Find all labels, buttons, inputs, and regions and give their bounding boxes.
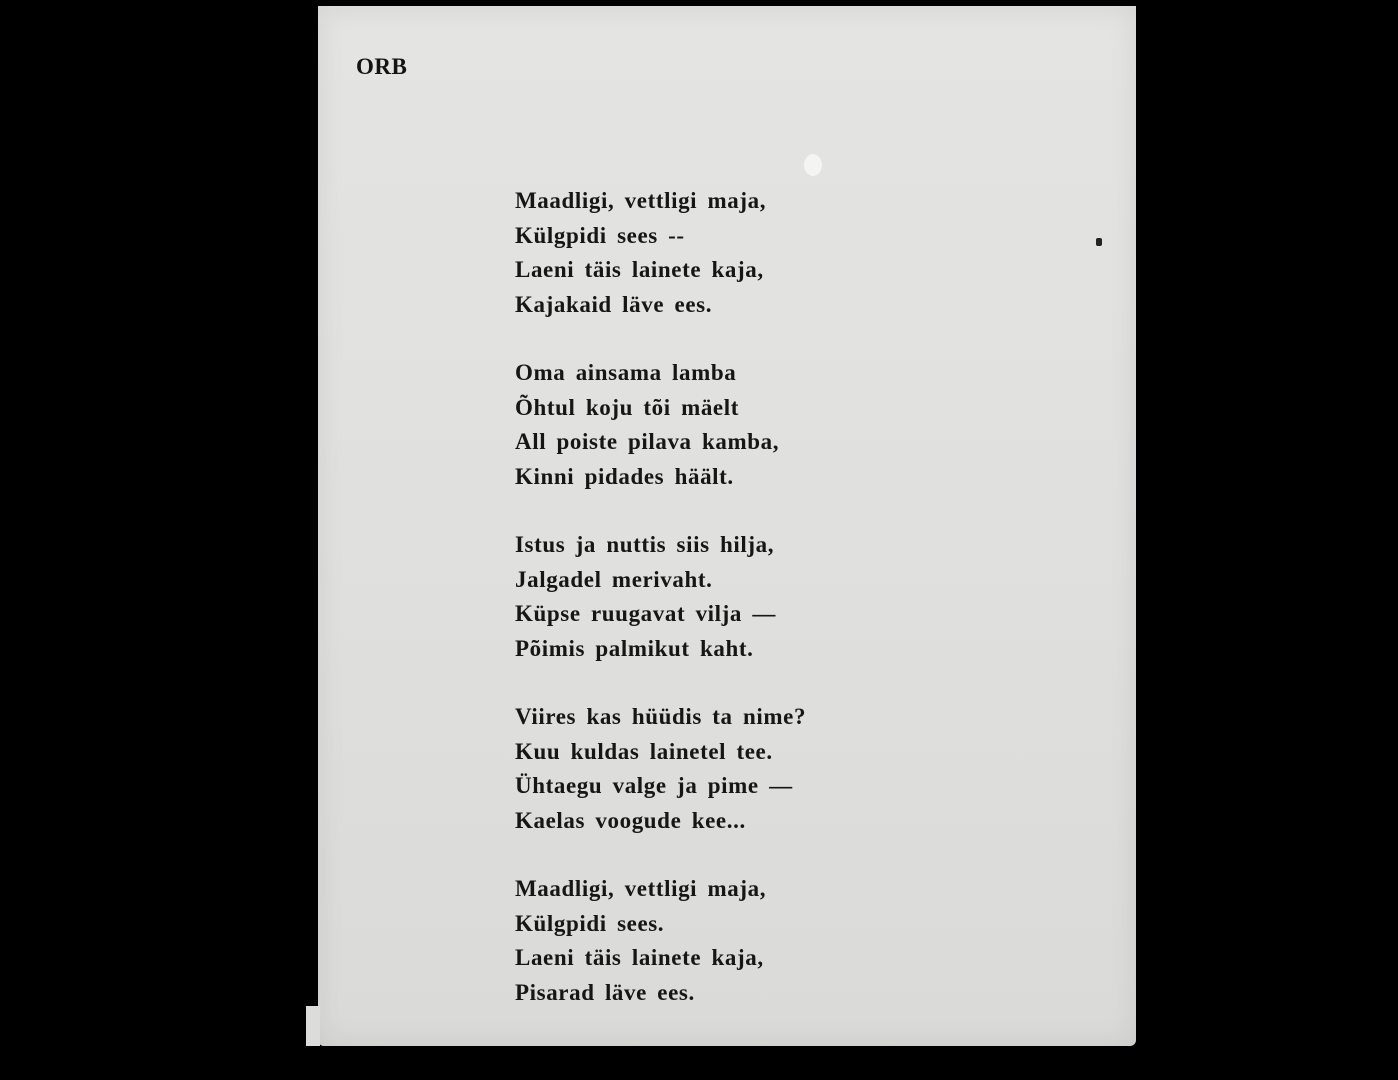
poem-line: Külgpidi sees. [515, 910, 665, 936]
poem-line: Külgpidi sees -- [515, 222, 685, 248]
film-scratch-mark [1096, 238, 1102, 246]
poem-body [515, 184, 1035, 1044]
poem-line: Kajakaid läve ees. [515, 291, 713, 317]
poem-line: Laeni täis lainete kaja, [515, 257, 764, 282]
poem-line: Küpse ruugavat vilja — [515, 601, 776, 626]
stanza-5 [515, 872, 1035, 1010]
poem-line: Pisarad läve ees. [515, 979, 695, 1005]
poem-line: Maadligi, vettligi maja, [515, 876, 767, 901]
poem-line: Ühtaegu valge ja pime — [515, 773, 793, 798]
page-title: ORB [356, 54, 408, 79]
poem-line: Oma ainsama lamba [515, 360, 737, 385]
stanza-3 [515, 528, 1035, 666]
stanza-4 [515, 700, 1035, 838]
poem-line: Põimis palmikut kaht. [515, 635, 754, 661]
stanza-2 [515, 356, 1035, 494]
poem-line: Õhtul koju tõi mäelt [515, 394, 739, 420]
poem-line: Jalgadel merivaht. [515, 566, 713, 592]
book-page [318, 6, 1136, 1046]
film-speck [804, 154, 822, 176]
stanza-1 [515, 184, 1035, 322]
poem-line: Maadligi, vettligi maja, [515, 188, 767, 213]
poem-line: Istus ja nuttis siis hilja, [515, 532, 775, 557]
poem-line: Kaelas voogude kee... [515, 807, 746, 833]
poem-line: All poiste pilava kamba, [515, 429, 780, 454]
poem-line: Laeni täis lainete kaja, [515, 945, 764, 970]
poem-line: Viires kas hüüdis ta nime? [515, 704, 807, 729]
poem-line: Kinni pidades häält. [515, 463, 734, 489]
poem-line: Kuu kuldas lainetel tee. [515, 738, 773, 764]
